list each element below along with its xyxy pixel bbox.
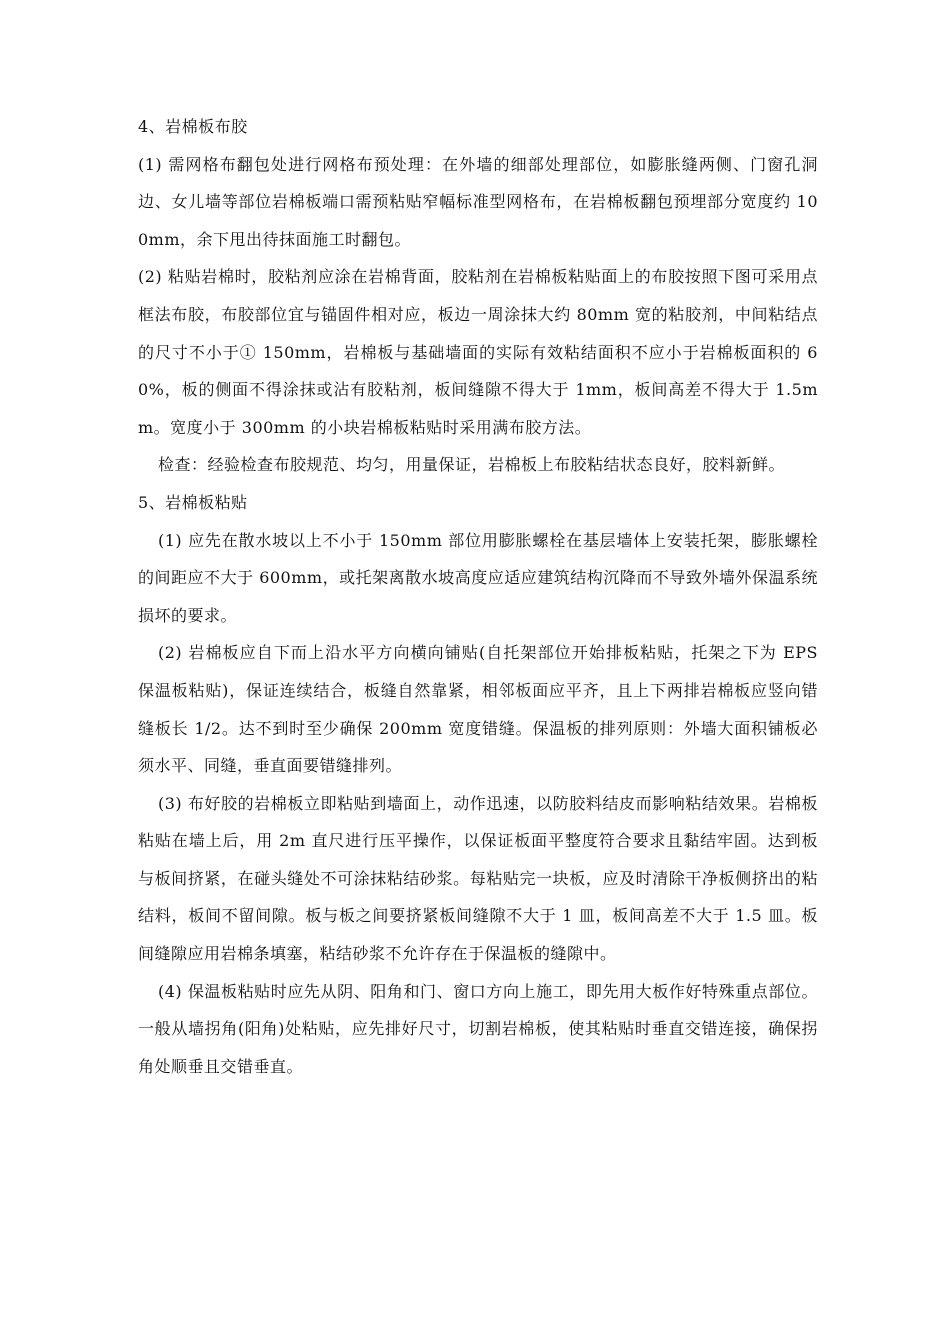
section-4-heading: 4、岩棉板布胶 xyxy=(138,117,248,136)
section-5-paragraph-1: (1) 应先在散水坡以上不小于 150mm 部位用膨胀螺栓在基层墙体上安装托架，膨胀螺栓的间距应不大于 600mm，或托架离散水坡高度应适应建筑结构沉降而不导致外墙外保温系统损坏的要求。 xyxy=(138,530,818,625)
section-4-paragraph-1: (1) 需网格布翻包处进行网格布预处理：在外墙的细部处理部位，如膨胀缝两侧、门窗孔洞边、女儿墙等部位岩棉板端口需预粘贴窄幅标准型网格布，在岩棉板翻包预埋部分宽度约 100mm，余下甩出待抹面施工时翻包。 xyxy=(138,154,818,249)
section-5-paragraph-3: (3) 布好胶的岩棉板立即粘贴到墙面上，动作迅速，以防胶料结皮而影响粘结效果。岩棉板粘贴在墙上后，用 2m 直尺进行压平操作，以保证板面平整度符合要求且黏结牢固。达到板与板间挤紧，在碰头缝处不可涂抹粘结砂浆。每粘贴完一块板，应及时清除干净板侧挤出的粘结料，板间不留间隙。板与板之间要挤紧板间缝隙不大于 1 皿，板间高差不大于 1.5 皿。板间缝隙应用岩棉条填塞，粘结砂浆不允许存在于保温板的缝隙中。 xyxy=(138,793,818,964)
section-5-paragraph-2: (2) 岩棉板应自下而上沿水平方向横向铺贴(自托架部位开始排板粘贴，托架之下为 EPS 保温板粘贴)，保证连续结合，板缝自然靠紧，相邻板面应平齐，且上下两排岩棉板应竖向错缝板长 1/2。达不到时至少确保 200mm 宽度错缝。保温板的排列原则：外墙大面积铺板必须水平、同缝，垂直面要错缝排列。 xyxy=(138,643,818,776)
document-body xyxy=(138,108,818,1085)
section-4-inspection-paragraph: 检查：经验检查布胶规范、均匀，用量保证，岩棉板上布胶粘结状态良好，胶料新鲜。 xyxy=(158,455,786,475)
section-5-heading: 5、岩棉板粘贴 xyxy=(138,492,248,512)
section-5-paragraph-4: (4) 保温板粘贴时应先从阴、阳角和门、窗口方向上施工，即先用大板作好特殊重点部位。一般从墙拐角(阳角)处粘贴，应先排好尺寸，切割岩棉板，使其粘贴时垂直交错连接，确保拐角处顺垂且交错垂直。 xyxy=(138,981,818,1076)
section-4-paragraph-2: (2) 粘贴岩棉时，胶粘剂应涂在岩棉背面，胶粘剂在岩棉板粘贴面上的布胶按照下图可采用点框法布胶，布胶部位宜与锚固件相对应，板边一周涂抹大约 80mm 宽的粘胶剂，中间粘结点的尺寸不小于① 150mm，岩棉板与基础墙面的实际有效粘结面积不应小于岩棉板面积的 60%，板的侧面不得涂抹或沾有胶粘剂，板间缝隙不得大于 1mm，板间高差不得大于 1.5mm。宽度小于 300mm 的小块岩棉板粘贴时采用满布胶方法。 xyxy=(138,267,818,437)
